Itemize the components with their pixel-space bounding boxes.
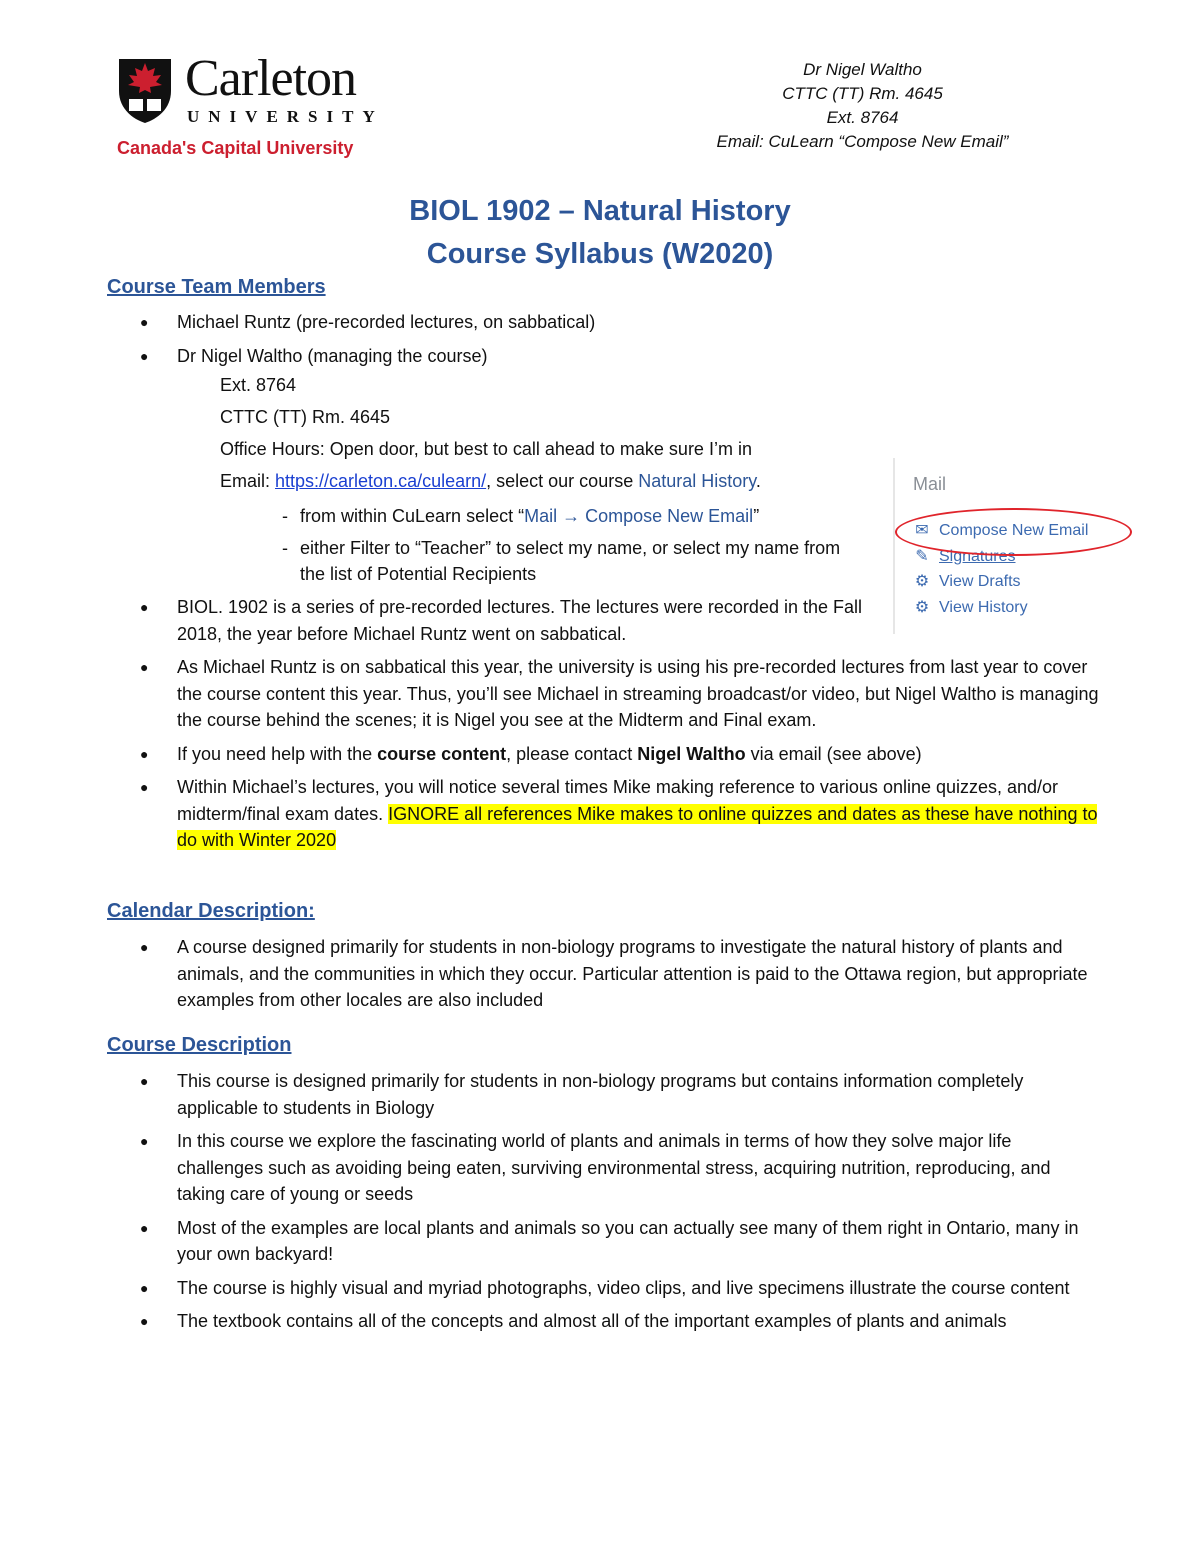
team-ext: Ext. 8764 [220, 375, 297, 395]
list-item: ● Dr Nigel Waltho (managing the course) [140, 343, 1100, 370]
highlighted-warning: IGNORE all references Mike makes to online quizzes and dates as these have nothing to do with Winter 2020 [177, 803, 1098, 850]
arrow-right-icon: → [557, 506, 586, 526]
bullet-glyph: ● [140, 347, 149, 364]
team-room: CTTC (TT) Rm. 4645 [220, 407, 391, 427]
list-item: ● Most of the examples are local plants and animals so you can actually see many of them right in Ontario, many in your own backyard! [140, 1215, 1100, 1268]
bullet-glyph: ● [140, 1313, 149, 1329]
culearn-link[interactable]: https://carleton.ca/culearn/ [275, 471, 487, 491]
dash-glyph: - [282, 506, 288, 526]
bullet-glyph: ● [140, 1219, 149, 1236]
list-item: ● Michael Runtz (pre-recorded lectures, on sabbatical) [140, 309, 1100, 336]
dash-glyph: - [282, 538, 288, 558]
page-title [0, 190, 1200, 276]
bullet-glyph: ● [140, 779, 149, 795]
team-email-line: Email: https://carleton.ca/culearn/, select our course Natural History. [220, 471, 761, 491]
mail-view-drafts[interactable]: ⚙ View Drafts [914, 573, 1021, 590]
title-line-1: BIOL 1902 – Natural History [409, 195, 791, 227]
list-item: ● The course is highly visual and myriad photographs, video clips, and live specimens illustrate the course content [140, 1275, 1100, 1302]
bullet-glyph: ● [140, 745, 149, 762]
heading-course-team: Course Team Members [107, 276, 326, 298]
contact-ext: Ext. 8764 [826, 108, 899, 127]
bullet-glyph: ● [140, 659, 149, 675]
list-item: ● Within Michael’s lectures, you will notice several times Mike making reference to various online quizzes, and/or midterm/final exam dates. IGNORE all references Mike makes to online quizzes and dates as these have nothing to do with Winter 2020 [140, 774, 1100, 854]
logo-name: Carleton [185, 50, 357, 107]
team-list-b [140, 594, 880, 654]
list-item: ● In this course we explore the fascinating world of plants and animals in terms of how they solve major life challenges such as avoiding being eaten, surviving environmental stress, acquiring nutrition, reproducing, and taking care of young or seeds [140, 1128, 1100, 1208]
title-line-2: Course Syllabus (W2020) [426, 238, 774, 270]
gear-icon: ⚙ [914, 573, 930, 590]
contact-block [690, 58, 1035, 154]
mail-view-history[interactable]: ⚙ View History [914, 599, 1028, 616]
list-item: ● BIOL. 1902 is a series of pre-recorded lectures. The lectures were recorded in the Fall 2018, the year before Michael Runtz went on sabbatical. [140, 594, 880, 647]
team-list-a [140, 309, 1100, 376]
course-name: Natural History [638, 471, 756, 491]
heading-calendar-description: Calendar Description: [107, 900, 315, 922]
contact-email: Email: CuLearn “Compose New Email” [716, 132, 1009, 151]
bullet-glyph: ● [140, 1133, 149, 1149]
bullet-glyph: ● [140, 1279, 149, 1296]
bullet-glyph: ● [140, 939, 149, 955]
team-list-c [140, 654, 1100, 861]
dash-item-1: - from within CuLearn select “Mail → Compose New Email” [285, 503, 885, 529]
course-list [140, 1068, 1100, 1342]
gear-icon: ⚙ [914, 599, 930, 616]
heading-course-description: Course Description [107, 1034, 292, 1056]
team-office-hours: Office Hours: Open door, but best to call ahead to make sure I’m in [220, 439, 752, 459]
carleton-logo [117, 50, 397, 165]
mail-panel-title: Mail [913, 474, 947, 494]
envelope-icon: ✉ [915, 522, 929, 539]
bullet-glyph: ● [140, 599, 149, 615]
dash-item-2: - either Filter to “Teacher” to select my name, or select my name from the list of Potential Recipients [285, 535, 865, 587]
list-item: ● If you need help with the course content, please contact Nigel Waltho via email (see above) [140, 741, 1100, 768]
mail-compose[interactable]: ✉ Compose New Email [913, 520, 1088, 540]
mail-signatures[interactable]: ✎ Signatures [913, 546, 1016, 566]
pen-icon: ✎ [915, 548, 929, 565]
logo-university: UNIVERSITY [187, 107, 384, 126]
shield-icon [117, 57, 173, 125]
list-item: ● As Michael Runtz is on sabbatical this year, the university is using his pre-recorded lectures from last year to cover the course content this year. Thus, you’ll see Michael in streaming broadcast/or video, but Nigel Waltho is managing the course behind the scenes; it is Nigel you see at the Midterm and Final exam. [140, 654, 1100, 734]
list-item: ● A course designed primarily for students in non-biology programs to investigate the natural history of plants and animals, and the communities in which they occur. Particular attention is paid to the Ottawa region, but appropriate examples from other locales are also included [140, 934, 1100, 1014]
contact-name: Dr Nigel Waltho [803, 60, 922, 79]
list-item: ● The textbook contains all of the concepts and almost all of the important examples of plants and animals [140, 1308, 1100, 1335]
contact-room: CTTC (TT) Rm. 4645 [782, 84, 943, 103]
list-item: ● This course is designed primarily for students in non-biology programs but contains information completely applicable to students in Biology [140, 1068, 1100, 1121]
red-circle-annotation [895, 508, 1132, 556]
logo-tagline: Canada's Capital University [117, 138, 354, 158]
calendar-list [140, 934, 1100, 1021]
bullet-glyph: ● [140, 1073, 149, 1089]
bullet-glyph: ● [140, 314, 149, 330]
